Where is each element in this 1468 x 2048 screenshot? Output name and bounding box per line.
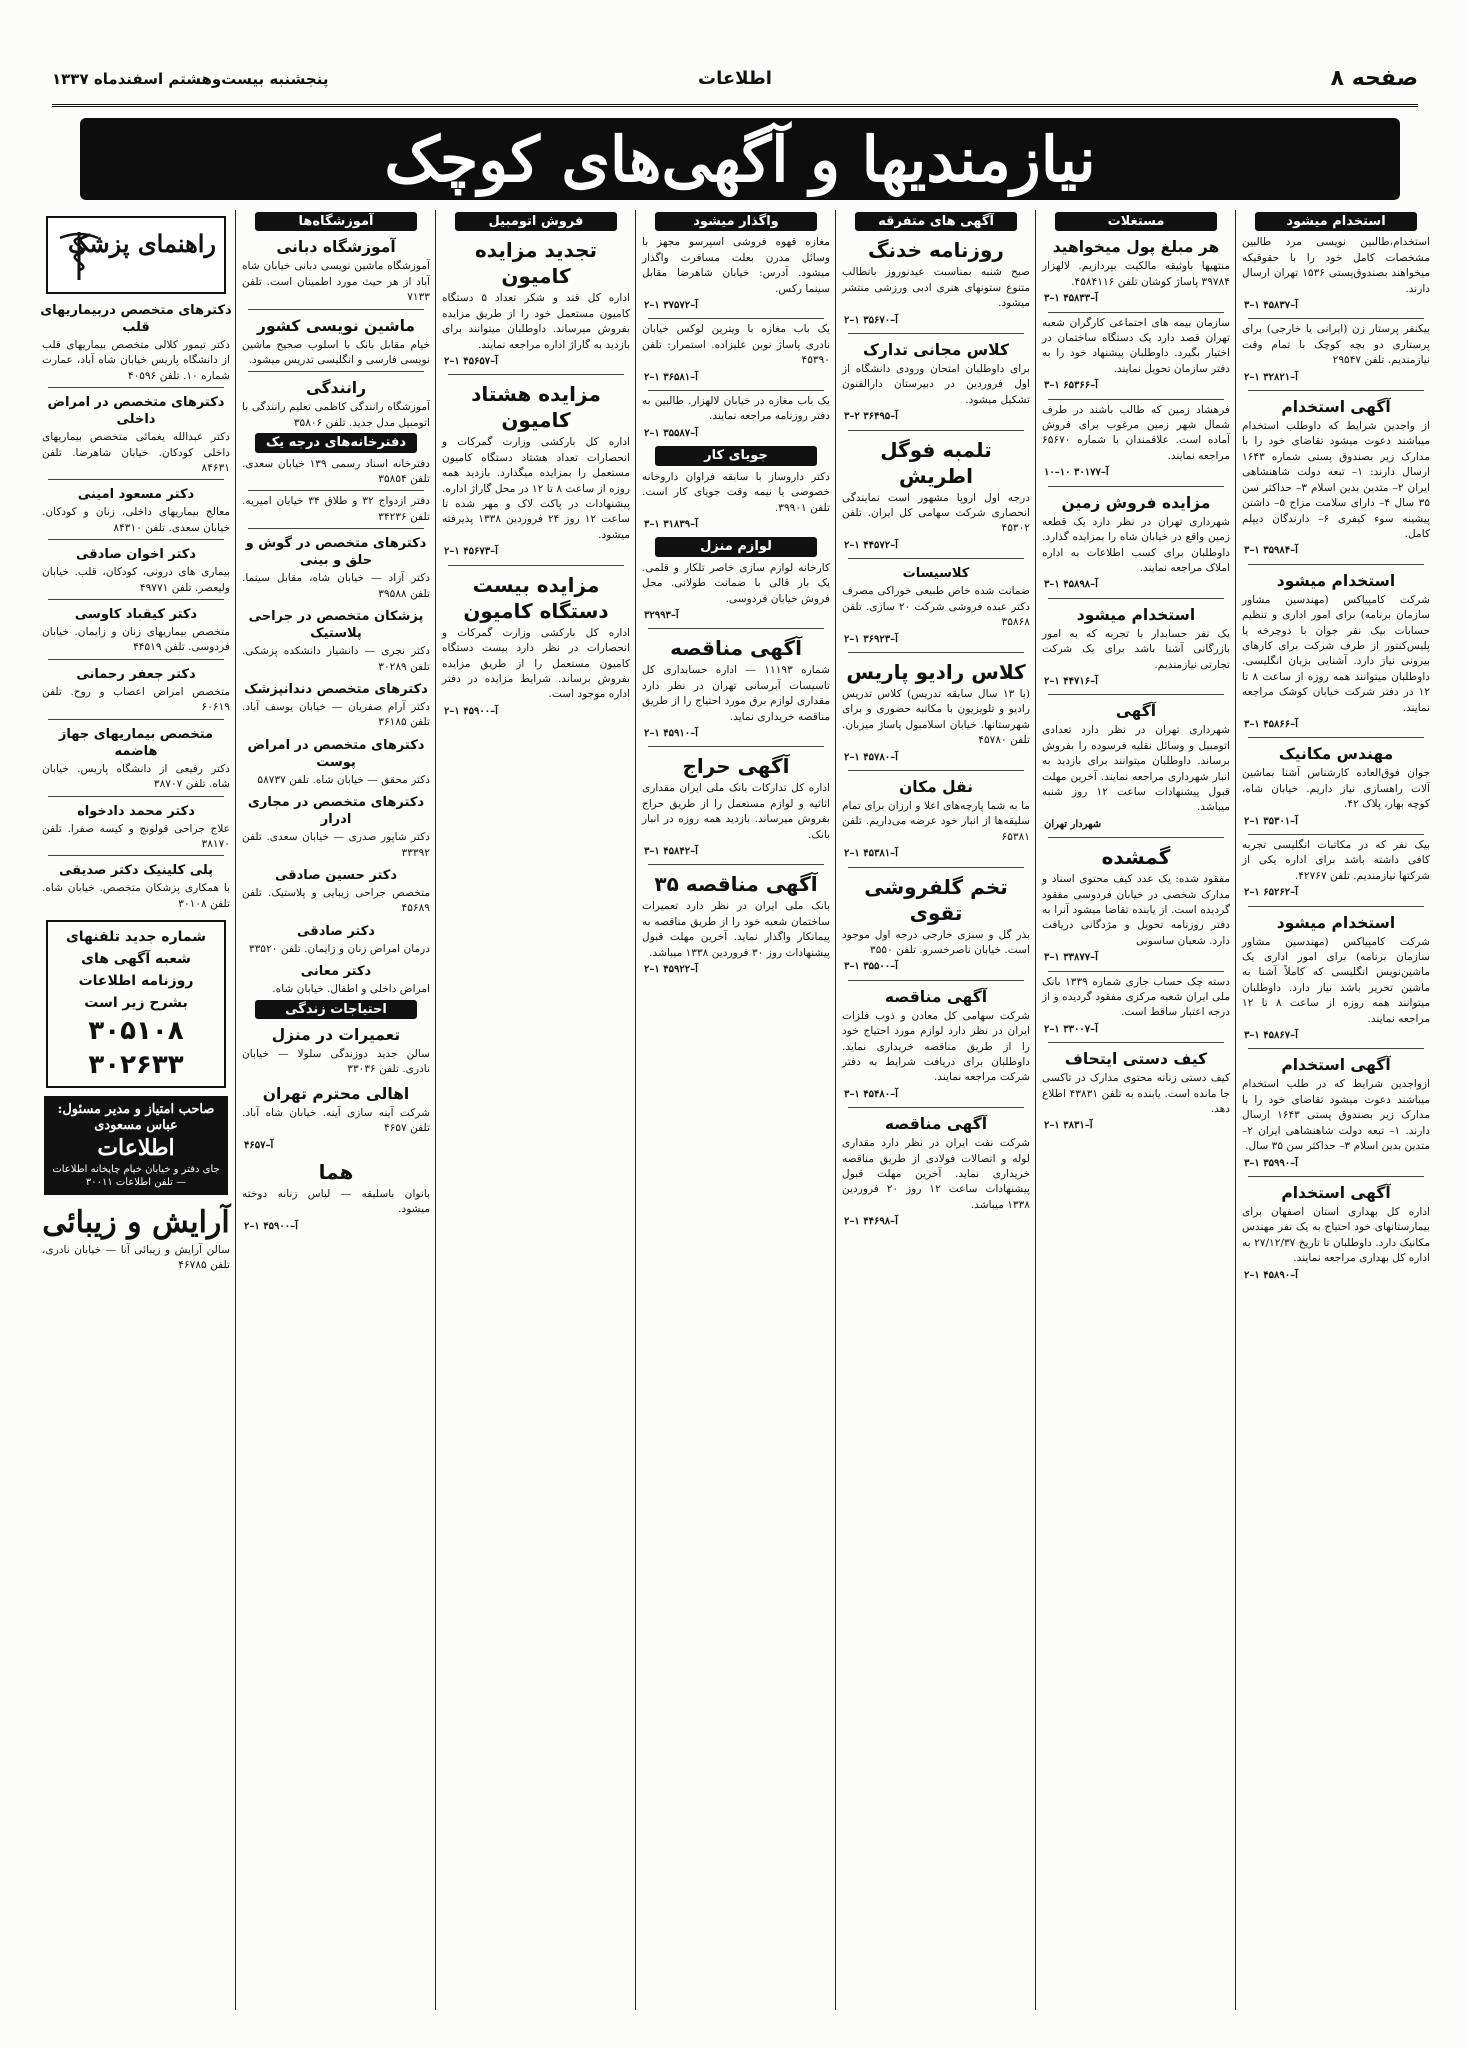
doctor-title: دکترهای متخصص دندانپزشک	[244, 681, 428, 697]
category-heading: واگذار میشود	[655, 212, 817, 231]
ad-separator	[448, 374, 624, 375]
doctor-body: درمان امراض زنان و زایمان. تلفن ۳۳۵۲۰	[249, 942, 430, 955]
ad-separator	[1048, 486, 1224, 487]
ad-title: آگهی	[1115, 702, 1157, 721]
ad-separator	[1248, 906, 1424, 907]
ad-number: ۳–۱ آ–۶۵۳۶۶	[1044, 380, 1098, 392]
ad-body: درجه اول اروپا مشهور است نمایندگی انحصاری شرکت سهامی کل ایران. تلفن ۴۵۳۰۲	[842, 491, 1030, 535]
ad-separator	[848, 430, 1024, 431]
ad-title: هما	[318, 1160, 354, 1184]
ad-number: ۱۰–۱۰ آ–۳۰۱۷۷	[1044, 467, 1109, 479]
ad-body: اداره کل قند و شکر تعداد ۵ دستگاه کامیون مستعمل خود را از طریق مزایده بفروش میرساند. داوطلبان میتوانند برای بازدید به گاراژ اداره مراجعه نمایند.	[442, 292, 630, 351]
ad-title: تخم گلفروشی تقوی	[864, 874, 1008, 925]
ad-number: شهردار تهران	[1044, 818, 1102, 830]
ad-body: کیف دستی زنانه محتوی مدارک در تاکسی جا مانده است. یابنده به تلفن ۴۳۸۳۱ اطلاع دهد.	[1042, 1072, 1230, 1116]
ad-number: ۲–۱ آ–۳۳۰۰۷	[1044, 1023, 1098, 1035]
ad-title: ماشین نویسی کشور	[257, 316, 415, 335]
ad-columns	[40, 210, 1432, 2010]
publisher-box	[44, 1096, 228, 1195]
ad-number: ۲–۱ آ–۴۴۵۷۲	[844, 539, 898, 551]
ad-number: ۲–۱ آ–۴۵۳۸۱	[844, 848, 898, 860]
ad-number: ۲–۱ آ–۳۵۶۷۰	[844, 314, 898, 326]
column-rule	[435, 210, 436, 2010]
doctor-body: علاج جراحی قولونج و کیسه صفرا. تلفن ۳۸۱۷۰	[42, 822, 230, 850]
ad-separator	[248, 528, 424, 529]
phone-numbers-box	[46, 920, 226, 1088]
ad-body: سازمان بیمه های اجتماعی کارگران شعبه تهران قصد دارد یک دستگاه ساختمان در اختیار بگیرد. داوطلبان پیشنهاد خود را به دفتر سازمان تحویل نمایند.	[1042, 316, 1230, 375]
beauty-salon-body: سالن آرایش و زیبائی آنا — خیابان نادری، تلفن ۴۶۷۸۵	[42, 1243, 230, 1272]
ad-separator	[648, 628, 824, 629]
ad-title: آموزشگاه دبانی	[276, 238, 396, 257]
doctor-body: متخصص جراحی زیبایی و پلاستیک. تلفن ۴۵۶۸۹	[242, 886, 430, 915]
doctor-body: دکتر آزاد — خیابان شاه، مقابل سینما. تلفن ۳۹۵۸۸	[242, 572, 430, 600]
ad-title: روزنامه خدنگ	[868, 238, 1004, 263]
ad-number: ۲–۱ آ–۳۲۸۲۱	[1244, 371, 1298, 383]
ad-separator	[848, 1107, 1024, 1108]
column-employment	[1240, 210, 1432, 2010]
ad-body: بیکنفر پرستار زن (ایرانی یا خارجی) برای پرستاری دو بچه کوچک با تمام وقت نیازمندیم. تلفن ۲۹۵۴۷	[1242, 323, 1430, 367]
ad-separator	[648, 864, 824, 865]
ad-number: ۲–۱ آ–۴۴۶۹۸	[844, 1216, 898, 1228]
ad-title: کلاسیسات	[902, 566, 970, 582]
doctors-guide-title: راهنمای پزشک	[68, 229, 216, 258]
ad-separator	[248, 371, 424, 372]
doctor-body: دکتر تیمور کلالی متخصص بیماریهای قلب از دانشگاه پاریس خیابان شاه آباد، عمارت شماره ۱۰. تلفن ۴۰۵۹۶	[42, 339, 230, 382]
ad-body: شرکت نفت ایران در نظر دارد مقداری لوله و اتصالات فولادی از طریق مناقصه خریداری نماید. آخرین مهلت قبول پیشنهادات ساعت ۱۲ روز ۲۰ فروردین ۱۳۳۸ میباشد.	[842, 1137, 1030, 1211]
ad-body: ضمانت شده خاص طبیعی خوراکی مصرف دکتر عبده فروشی شرکت ۲۰ سازی. تلفن ۳۵۸۶۸	[842, 585, 1030, 629]
ad-separator	[1248, 737, 1424, 738]
category-heading: آموزشگاه‌ها	[255, 212, 417, 231]
ad-number: ۲–۱ آ–۴۵۶۵۷	[444, 356, 498, 368]
ad-number: ۳–۱ آ–۳۳۸۷۷	[1044, 952, 1098, 964]
ad-body: از واجدین شرایط که داوطلب استخدام میباشند دعوت میشود تقاضای خود را با مدارک زیر بصندوق پستی شماره ۱۶۴۳ ارسال دارند: ۱– تبعه دولت شاهنشاهی ایران ۲– متدین بدین اسلام ۳– حداکثر سن ۳۵ سال ۴– دارای سلامت مزاج ۵– داشتن پیشینه سوء کیفری ۶– دارندگان دیپلم کامل.	[1242, 420, 1431, 540]
ad-separator	[1048, 312, 1224, 313]
doctor-body: دکتر شاپور صدری — خیابان سعدی. تلفن ۳۳۳۹۲	[242, 831, 430, 859]
publisher-name: اطلاعات	[97, 1134, 175, 1161]
column-doctors-guide	[40, 210, 232, 2010]
ad-body: استخدام،طالبین نویسی مرد طالبین مشخصات کامل خود را با حقوقیکه میخواهند بصندوق‌پستی ۱۵۳۶ تهران ارسال دارند.	[1242, 236, 1430, 295]
ad-title: تجدید مزایده کامیون	[474, 238, 598, 289]
ad-separator	[848, 980, 1024, 981]
phone-number: ۳۰۵۱۰۸	[88, 1016, 184, 1047]
ad-title: گمشده	[1101, 845, 1171, 870]
doctor-title: دکتر محمد دادخواه	[77, 803, 195, 819]
ad-number: ۳–۱ آ–۴۵۸۴۲	[644, 846, 698, 857]
column-car-sales	[440, 210, 632, 2010]
ad-separator	[1248, 318, 1424, 319]
publisher-address: جای دفتر و خیابان خیام چاپخانه اطلاعات — تلفن اطلاعات ۳۰۰۱۱	[52, 1163, 220, 1188]
ad-title: مزایده هشتاد کامیون	[471, 382, 601, 433]
phone-box-line: روزنامه اطلاعات	[78, 973, 194, 990]
doctor-body: دکتر رفیعی از دانشگاه پاریس. خیابان شاه. تلفن ۳۸۷۰۷	[42, 762, 230, 791]
masthead-title: نیازمندیها و آگهی‌های کوچک	[384, 122, 1096, 196]
ad-separator	[1248, 564, 1424, 565]
category-heading: استخدام میشود	[1255, 212, 1417, 231]
ad-separator	[1048, 971, 1224, 972]
ad-number: ۳–۱ آ–۴۵۸۶۷	[1244, 1030, 1298, 1042]
ad-title: آگهی مناقصه	[884, 987, 988, 1006]
ad-title: مزایده فروش زمین	[1061, 493, 1211, 512]
ad-separator	[1248, 1176, 1424, 1177]
ad-title: استخدام میشود	[1076, 605, 1196, 624]
ad-separator	[248, 490, 424, 491]
ad-body: شماره ۱۱۱۹۳ — اداره حسابداری کل تاسیسات آبرسانی تهران در نظر دارد مقداری لوازم برق مورد احتیاج را از طریق مناقصه خریداری نماید.	[642, 664, 830, 723]
ad-body: خیام مقابل بانک با اسلوب صحیح ماشین نویسی فارسی و انگلیسی تدریس میشود.	[242, 338, 430, 367]
ad-body: شهرداری تهران در نظر دارد یک قطعه زمین واقع در خیابان شاه را بمزایده گذارد. داوطلبان برای کسب اطلاعات به اداره املاک مراجعه نمایند.	[1042, 515, 1230, 574]
ad-body: آموزشگاه رانندگی کاظمی تعلیم رانندگی با اتومبیل مدل جدید. تلفن ۳۵۸۰۶	[242, 401, 430, 429]
ad-body: اداره کل بارکشی وزارت گمرکات و انحصارات در نظر دارد بیست دستگاه کامیون مستعمل را از طریق مزایده بفروش برساند. شرایط مزایده در دفتر اداره موجود است.	[442, 626, 630, 701]
ad-title: هر مبلغ پول میخواهید	[1052, 238, 1220, 257]
ad-body: جوان فوق‌العاده کارشناس آشنا بماشین آلات راهسازی نیاز داریم. خیابان شاه، کوچه بهار، پلاک ۴۲.	[1242, 767, 1430, 811]
ad-body: دسته چک حساب جاری شماره ۱۳۳۹ بانک ملی ایران شعبه مرکزی مفقود گردیده و از درجه اعتبار ساقط است.	[1042, 975, 1230, 1019]
ad-body: سالن جدید دوزندگی سلولا — خیابان نادری. تلفن ۳۳۰۳۶	[242, 1047, 430, 1076]
ad-separator	[848, 652, 1024, 653]
ad-title: تلمبه فوگل اطریش	[880, 437, 992, 488]
ad-title: استخدام میشود	[1276, 571, 1396, 590]
ad-separator	[848, 558, 1024, 559]
category-heading: احتیاجات زندگی	[255, 1000, 417, 1019]
ad-title: کلاس مجانی تدارک	[863, 341, 1009, 360]
ad-number: ۲–۱ آ–۶۵۲۶۲	[1244, 887, 1298, 899]
ad-number: ۳–۱ آ–۴۵۸۳۷	[1244, 300, 1298, 312]
ad-number: ۳–۲ آ–۳۶۴۹۵	[844, 411, 898, 423]
doctor-title: دکتر کیقباد کاوسی	[74, 607, 198, 623]
section-masthead	[80, 118, 1400, 200]
doctor-title: دکتر صادقی	[297, 923, 375, 939]
ad-separator	[448, 565, 624, 566]
ad-title: کیف دستی ایتحاف	[1064, 1050, 1208, 1069]
phone-number: ۳۰۲۶۳۳	[88, 1050, 184, 1081]
column-rule	[1035, 210, 1036, 2010]
ad-body: ازواجدین شرایط که در طلب استخدام میباشند دعوت میشود تقاضای خود را با مدارک زیر بصندوق پستی ۱۶۴۳ ارسال دارند. ۱– تبعه دولت شاهنشاهی ایران ۲– متدین بدین اسلام ۳– حداکثر سن ۳۵ سال.	[1242, 1078, 1431, 1153]
ad-title: رانندگی	[305, 379, 367, 398]
ad-body: کارخانه لوازم سازی خاصر تلکار و قلمی. یک بار قالی با ضمانت طولانی. محل فروش خیابان فردوسی.	[642, 561, 830, 605]
ad-number: ۳–۱ آ–۳۱۸۳۹	[644, 518, 698, 530]
ad-separator	[48, 539, 224, 540]
ad-separator	[48, 387, 224, 388]
ad-number: ۳–۱ آ–۴۵۸۳۳	[1044, 293, 1098, 305]
ad-number: ۳–۱ آ–۴۵۸۹۸	[1044, 579, 1098, 591]
ad-body: یک نفر حسابدار با تجربه که به امور بازرگانی آشنا باشد برای یک شرکت تجارتی نیازمندیم.	[1042, 627, 1230, 671]
publisher-line: صاحب امتیاز و مدیر مسئول: عباس مسعودی	[57, 1102, 215, 1133]
ad-body: صبح شنبه بمناسبت عیدنوروز باتطالب متنوع ستونهای هنری ادبی ورزشی منتشر میشود.	[842, 266, 1030, 310]
ad-title: مهندس مکانیک	[1278, 745, 1394, 764]
ad-separator	[1048, 399, 1224, 400]
ad-separator	[648, 390, 824, 391]
doctor-body: معالج بیماریهای داخلی، زنان و کودکان. خیابان سعدی. تلفن ۸۴۳۱۰	[42, 506, 230, 534]
column-rule	[635, 210, 636, 2010]
doctor-title: دکترهای متخصص در گوش و حلق و بینی	[245, 536, 427, 569]
ad-number: ۲–۱ آ–۴۵۹۰۰	[444, 705, 498, 717]
issue-date: پنجشنبه بیست‌وهشتم اسفندماه ۱۳۳۷	[52, 70, 329, 88]
ad-title: آگهی استخدام	[1281, 1183, 1391, 1202]
ad-body: دکتر داروساز با سابقه فراوان داروخانه خصوصی یا نیمه وقت جویای کار است. تلفن ۳۹۹۰۱.	[642, 470, 830, 514]
ad-body: منتهیها باوثیقه مالکیت بپردازیم. لالهزار ۳۹۷۸۴ پاساژ کوشان تلفن ۴۵۸۴۱۱۶.	[1042, 260, 1230, 288]
category-heading: فروش اتومبیل	[455, 212, 617, 231]
ad-number: ۲–۱ آ–۳۵۵۸۷	[644, 427, 698, 439]
ad-body: فرهشاد زمین که طالب باشند در طرف شمال شهر زمین مرغوب برای فروش آماده است. علاقمندان با شماره ۶۵۶۷۰ مراجعه نمایند.	[1042, 403, 1230, 462]
doctor-body: متخصص امراض اعصاب و روح. تلفن ۶۰۶۱۹	[42, 685, 230, 714]
ad-body: شرکت کامپیاکس (مهندسین مشاور سازمان برنامه) برای امور اداری یک ماشین‌نویس انگلیسی که کاملاً آشنا به ماشین تحریر باشد نیاز دارد. داوطلبان میتوانند همه روزه از ساعت ۸ تا ۱۲ مراجعه نمایند.	[1242, 935, 1431, 1025]
ad-number: ۲–۱ آ–۴۴۷۱۶	[1044, 675, 1098, 687]
ad-body: اداره کل تدارکات بانک ملی ایران مقداری اثاثیه و لوازم مستعمل را از طریق حراج بفروش میرساند. بازدید همه روزه در انبار بانک.	[642, 782, 830, 841]
ad-number: ۲–۱ آ–۳۷۵۷۲	[644, 300, 698, 312]
ad-number: آ–۴۶۵۷	[244, 1139, 274, 1151]
ad-number: ۲–۱ آ–۴۵۷۸۰	[844, 751, 898, 763]
ad-body: برای داوطلبان امتحان ورودی دانشگاه از اول فروردین در دبیرستان دارالفنون تشکیل میشود.	[842, 363, 1030, 406]
ad-body: یک باب مغازه در خیابان لالهزار. طالبین به دفتر روزنامه مراجعه نمایند.	[642, 395, 830, 423]
ad-title: اهالی محترم تهران	[262, 1084, 410, 1103]
ad-separator	[48, 719, 224, 720]
ad-number: ۳–۱ آ–۴۵۸۶۶	[1244, 718, 1298, 730]
column-rule	[235, 210, 236, 2010]
ad-separator	[48, 796, 224, 797]
ad-body: یک باب مغازه با ویترین لوکس خیابان نادری پاساژ نوبن علیزاده. استمرار: تلفن ۴۵۳۹۰	[642, 323, 830, 367]
ad-body: بانک ملی ایران در نظر دارد تعمیرات ساختمان شعبه خود را از طریق مناقصه به پیمانکار واگذار نماید. آخرین مهلت قبول پیشنهادات روز ۳۰ فروردین ۱۳۳۸ میباشد.	[642, 900, 830, 959]
category-heading: آگهی های متفرقه	[855, 212, 1017, 231]
beauty-salon-title: آرایش و زیبائی	[42, 1204, 230, 1240]
ad-number: ۳–۱ آ–۳۵۹۸۴	[1244, 545, 1298, 557]
ad-body: شرکت آینه سازی آینه. خیابان شاه آباد. تلفن ۴۶۵۷	[242, 1106, 430, 1135]
column-transfers	[640, 210, 832, 2010]
ad-separator	[48, 855, 224, 856]
page-number: صفحه ۸	[1330, 66, 1418, 91]
ad-title: آگهی استخدام	[1281, 398, 1391, 417]
ad-body: شرکت سهامی کل معادن و ذوب فلزات ایران در نظر دارد لوازم مورد احتیاج خود را از طریق مناقصه خریداری نماید. داوطلبان برای دریافت شرایط به دفتر شرکت مراجعه نمایند.	[842, 1009, 1030, 1084]
ad-separator	[48, 659, 224, 660]
doctor-body: بیماری های درونی، کودکان، قلب. خیابان ولیعصر. تلفن ۴۹۷۷۱	[42, 566, 230, 594]
ad-separator	[1048, 598, 1224, 599]
ad-body: مغازه قهوه فروشی اسپرسو مجهز با وسائل مدرن بعلت مسافرت واگذار میشود. آدرس: خیابان شاهرضا مقابل سینما رکس.	[642, 236, 830, 295]
ad-body: مفقود شده: یک عدد کیف محتوی اسناد و مدارک شخصی در خیابان فردوسی مفقود گردیده است. از یابنده تقاضا میشود آنرا به دفتر روزنامه تحویل و مژدگانی دریافت دارد. شعبان ساسونی	[1042, 873, 1230, 947]
column-rule	[1235, 210, 1236, 2010]
ad-number: آ–۳۲۹۹۳	[644, 609, 679, 621]
ad-title: کلاس رادیو پاریس	[846, 659, 1026, 684]
ad-separator	[1048, 1042, 1224, 1043]
phone-box-line: شماره جدید تلفنهای	[65, 929, 207, 946]
doctor-title: دکتر معانی	[300, 964, 372, 980]
ad-number: ۲–۱ آ–۳۶۵۸۱	[644, 371, 698, 383]
doctor-body: دکتر آرام صفریان — خیابان یوسف آباد. تلفن ۳۶۱۸۵	[242, 700, 430, 729]
ad-separator	[848, 333, 1024, 334]
ad-separator	[1048, 837, 1224, 838]
ad-number: ۲–۱ آ–۳۵۳۰۱	[1244, 815, 1298, 827]
ad-title: استخدام میشود	[1276, 913, 1396, 932]
ad-separator	[1048, 694, 1224, 695]
ad-separator	[1248, 1048, 1424, 1049]
ad-number: ۳–۱ آ–۳۵۵۰۰	[844, 961, 898, 973]
ad-body: آموزشگاه ماشین نویسی دبانی خیابان شاه آباد از هر حیث مورد اطمینان است. تلفن ۷۱۳۳	[242, 260, 430, 304]
ad-body: ما به شما پارچه‌های اعلا و ارزان برای تمام سلیقه‌ها از انبار خود عرضه می‌داریم. تلفن ۶۵۳۸۱	[842, 799, 1030, 843]
ad-body: بذر گل و سبزی خارجی درجه اول موجود است. خیابان ناصرخسرو. تلفن ۳۵۵۰	[842, 928, 1030, 956]
ad-body: شهرداری تهران در نظر دارد تعدادی اتومبیل و وسائل نقلیه فرسوده را بفروش برساند. داوطلبان میتوانند برای بازدید به انبار شهرداری مراجعه نمایند. آخرین مهلت قبول پیشنهادات ساعت ۱۲ روز شنبه میباشد.	[1042, 724, 1230, 814]
doctor-title: دکتر مسعود امینی	[77, 487, 195, 503]
ad-separator	[848, 770, 1024, 771]
ad-body: شرکت کامپیاکس (مهندسین مشاور سازمان برنامه) برای امور اداری و تنظیم حسابات بیک نفر جوان با دوچرخه یا پلیس‌کنتور از طرف شرکت برای کارهای بیرونی نیاز دارد. آشنایی بزبان انگلیسی. داوطلبان میتوانند همه روزه از ساعت ۸ تا ۱۲ در دفتر شرکت خیابان کوشک مراجعه نمایند.	[1242, 593, 1430, 714]
doctor-title: دکترهای متخصص دربیماریهای قلب	[40, 303, 232, 335]
doctor-title: دکتر حسین صادقی	[274, 867, 398, 883]
ad-number: ۲–۱ آ–۴۵۹۰۰	[244, 1220, 298, 1232]
ad-body: (با ۱۳ سال سابقه تدریس) کلاس تدریس رادیو و تلویزیون با مکاتبه حضوری و برای شهرستانها. خیابان اسلامبول پاساژ میزبان. تلفن ۴۵۷۸۰	[842, 687, 1030, 747]
ad-title: آگهی مناقصه	[884, 1115, 988, 1134]
phone-box-line: بشرح زیر است	[84, 995, 188, 1012]
ad-separator	[848, 867, 1024, 868]
ad-separator	[648, 746, 824, 747]
phone-box-line: شعبه آگهی های	[81, 951, 191, 968]
doctor-title: دکترهای متخصص در امراض پوست	[247, 737, 425, 770]
ad-number: ۲–۱ آ–۴۵۹۱۰	[644, 727, 698, 739]
doctor-body: دکتر نجری — دانشیار دانشکده پزشکی. تلفن ۳۰۲۸۹	[242, 645, 430, 673]
ad-number: ۲–۱ آ–۳۸۳۱	[1044, 1120, 1093, 1132]
doctor-title: متخصص بیماریهای جهاز هاضمه	[58, 726, 214, 759]
column-real-estate	[1040, 210, 1232, 2010]
doctor-title: دکتر جعفر رحمانی	[76, 666, 196, 682]
column-miscellaneous	[840, 210, 1032, 2010]
ad-number: ۲–۱ آ–۴۵۹۲۲	[644, 964, 698, 976]
doctor-body: با همکاری پزشکان متخصص. خیابان شاه. تلفن ۳۰۱۰۸	[42, 882, 230, 910]
category-heading: مستغلات	[1055, 212, 1217, 231]
doctor-title: پزشکان متخصص در جراحی پلاستیک	[248, 609, 424, 642]
ad-body: اداره کل بارکشی وزارت گمرکات و انحصارات تعداد هشتاد دستگاه کامیون مستعمل را بمزایده میگذارد. بازدید همه روزه از ساعت ۸ تا ۱۲ در محل گاراژ اداره. پیشنهادات در پاکت لاک و مهر شده تا ساعت ۱۲ روز ۲۴ فروردین ۱۳۳۸ پذیرفته میشود.	[442, 436, 630, 541]
doctor-title: پلی کلینیک دکتر صدیقی	[58, 863, 214, 879]
ad-number: ۲–۱ آ–۴۵۶۷۳	[444, 546, 498, 558]
ad-separator	[48, 479, 224, 480]
ad-body: اداره کل بهداری استان اصفهان برای بیمارستانهای خود احتیاج به یک نفر مهندس مکانیک دارد. داوطلبان تا تاریخ ۲۷/۱۲/۳۷ به اداره کل بهداری مراجعه نمایند.	[1242, 1205, 1430, 1265]
running-header	[52, 62, 1418, 107]
column-rule	[835, 210, 836, 2010]
ad-title: نقل مکان	[899, 777, 973, 796]
ad-separator	[1248, 390, 1424, 391]
doctor-body: امراض داخلی و اطفال. خیابان شاه.	[272, 983, 430, 996]
ad-separator	[248, 309, 424, 310]
ad-number: ۳–۱ آ–۳۵۹۹۰	[1244, 1157, 1298, 1169]
ad-title: مزایده بیست دستگاه کامیون	[463, 572, 609, 623]
ad-body: دفترخانه اسناد رسمی ۱۳۹ خیابان سعدی. تلفن ۳۵۸۵۴	[242, 457, 430, 486]
ad-number: ۲–۱ آ–۴۵۸۹۰	[1244, 1269, 1298, 1281]
doctors-guide-banner	[46, 216, 226, 294]
ad-title: آگهی حراج	[682, 754, 790, 779]
ad-separator	[48, 599, 224, 600]
doctor-body: دکتر محقق — خیابان شاه. تلفن ۵۸۷۳۷	[257, 773, 430, 786]
column-schools-doctors	[240, 210, 432, 2010]
ad-title: آگهی استخدام	[1281, 1056, 1391, 1075]
doctor-title: دکترهای متخصص در مجاری ادرار	[247, 795, 425, 828]
doctor-title: دکتر اخوان صادقی	[76, 547, 196, 563]
doctor-body: متخصص بیماریهای زنان و زایمان. خیابان فردوسی. تلفن ۴۴۵۱۹	[42, 626, 230, 654]
paper-name: اطلاعات	[698, 68, 772, 89]
ad-number: ۲–۱ آ–۳۶۹۲۳	[844, 633, 898, 645]
ad-body: دفتر ازدواج ۳۲ و طلاق ۳۴ خیابان امیریه. تلفن ۳۴۲۳۶	[242, 495, 430, 523]
doctor-title: دکترهای متخصص در امراض داخلی	[47, 395, 225, 428]
ad-title: آگهی مناقصه ۳۵	[654, 872, 818, 897]
ad-separator	[1248, 834, 1424, 835]
ad-body: بانوان باسلیقه — لباس زنانه دوخته میشود.	[242, 1188, 430, 1216]
ad-number: ۳–۱ آ–۴۵۴۸۰	[844, 1088, 898, 1100]
ad-title: آگهی مناقصه	[670, 636, 802, 661]
ad-title: تعمیرات در منزل	[271, 1025, 401, 1044]
category-heading: دفترخانه‌های درجه یک	[255, 433, 417, 452]
category-heading: جویای کار	[655, 446, 817, 465]
category-heading: لوازم منزل	[655, 537, 817, 556]
ad-body: بیک نفر که در مکاتبات انگلیسی تجربه کافی داشته باشد برای اداره یکی از شرکتها نیازمندیم. تلفن ۴۲۷۶۷.	[1242, 839, 1430, 882]
ad-separator	[648, 318, 824, 319]
doctor-body: دکتر عبدالله یغمائی متخصص بیماریهای داخلی کودکان. خیابان شاهرضا. تلفن ۸۴۶۳۱	[42, 431, 230, 475]
